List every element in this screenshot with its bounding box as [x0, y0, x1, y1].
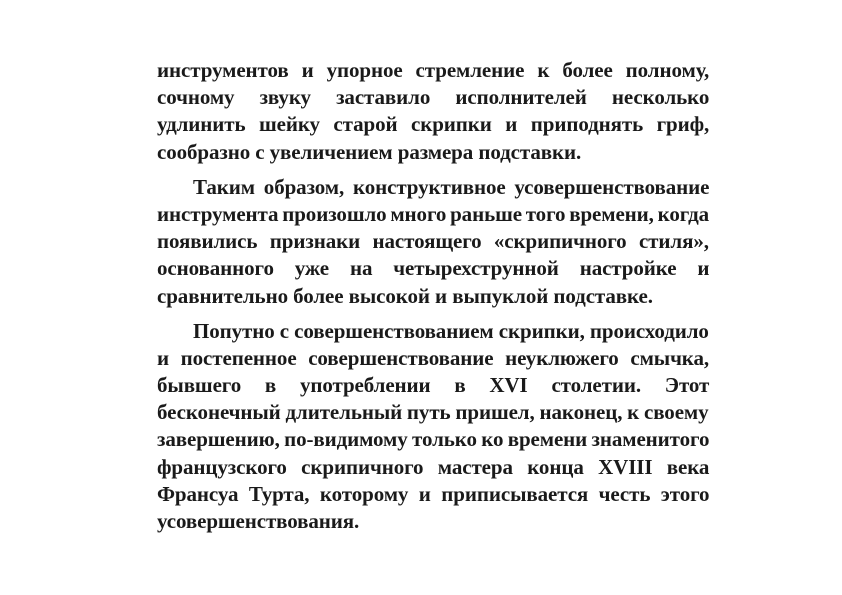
text-line: бесконечный длительный путь пришел, наконец, к своему: [157, 400, 709, 425]
text-line: появились признаки настоящего «скрипичного стиля»,: [157, 229, 709, 254]
body-text: [157, 57, 709, 535]
text-line: Попутно с совершенствованием скрипки, происходило: [193, 318, 709, 343]
text-line: французского скрипичного мастера конца XVIII века: [157, 454, 710, 479]
text-line: сообразно с увеличением размера подставки.: [157, 139, 582, 164]
text-line: основанного уже на четырехструнной настройке и: [157, 256, 710, 281]
text-line: завершению, по-видимому только ко времени знаменитого: [157, 427, 710, 452]
text-line: бывшего в употреблении в XVI столетии. Этот: [157, 373, 710, 398]
text-line: удлинить шейку старой скрипки и приподнять гриф,: [157, 112, 710, 137]
text-line: сочному звуку заставило исполнителей несколько: [157, 85, 710, 110]
text-line: и постепенное совершенствование неуклюжего смычка,: [157, 345, 710, 370]
text-line: Таким образом, конструктивное усовершенствование: [193, 174, 710, 199]
paragraph-1: [157, 57, 709, 166]
text-line: усовершенствования.: [157, 509, 360, 533]
text-line: инструментов и упорное стремление к более полному,: [157, 58, 710, 82]
paragraph-3: [157, 318, 709, 536]
text-line: Франсуа Турта, которому и приписывается честь этого: [157, 481, 710, 506]
paragraph-2: [157, 174, 709, 310]
text-line: инструмента произошло много раньше того времени, когда: [157, 201, 710, 226]
text-line: сравнительно более высокой и выпуклой подставке.: [157, 283, 653, 308]
